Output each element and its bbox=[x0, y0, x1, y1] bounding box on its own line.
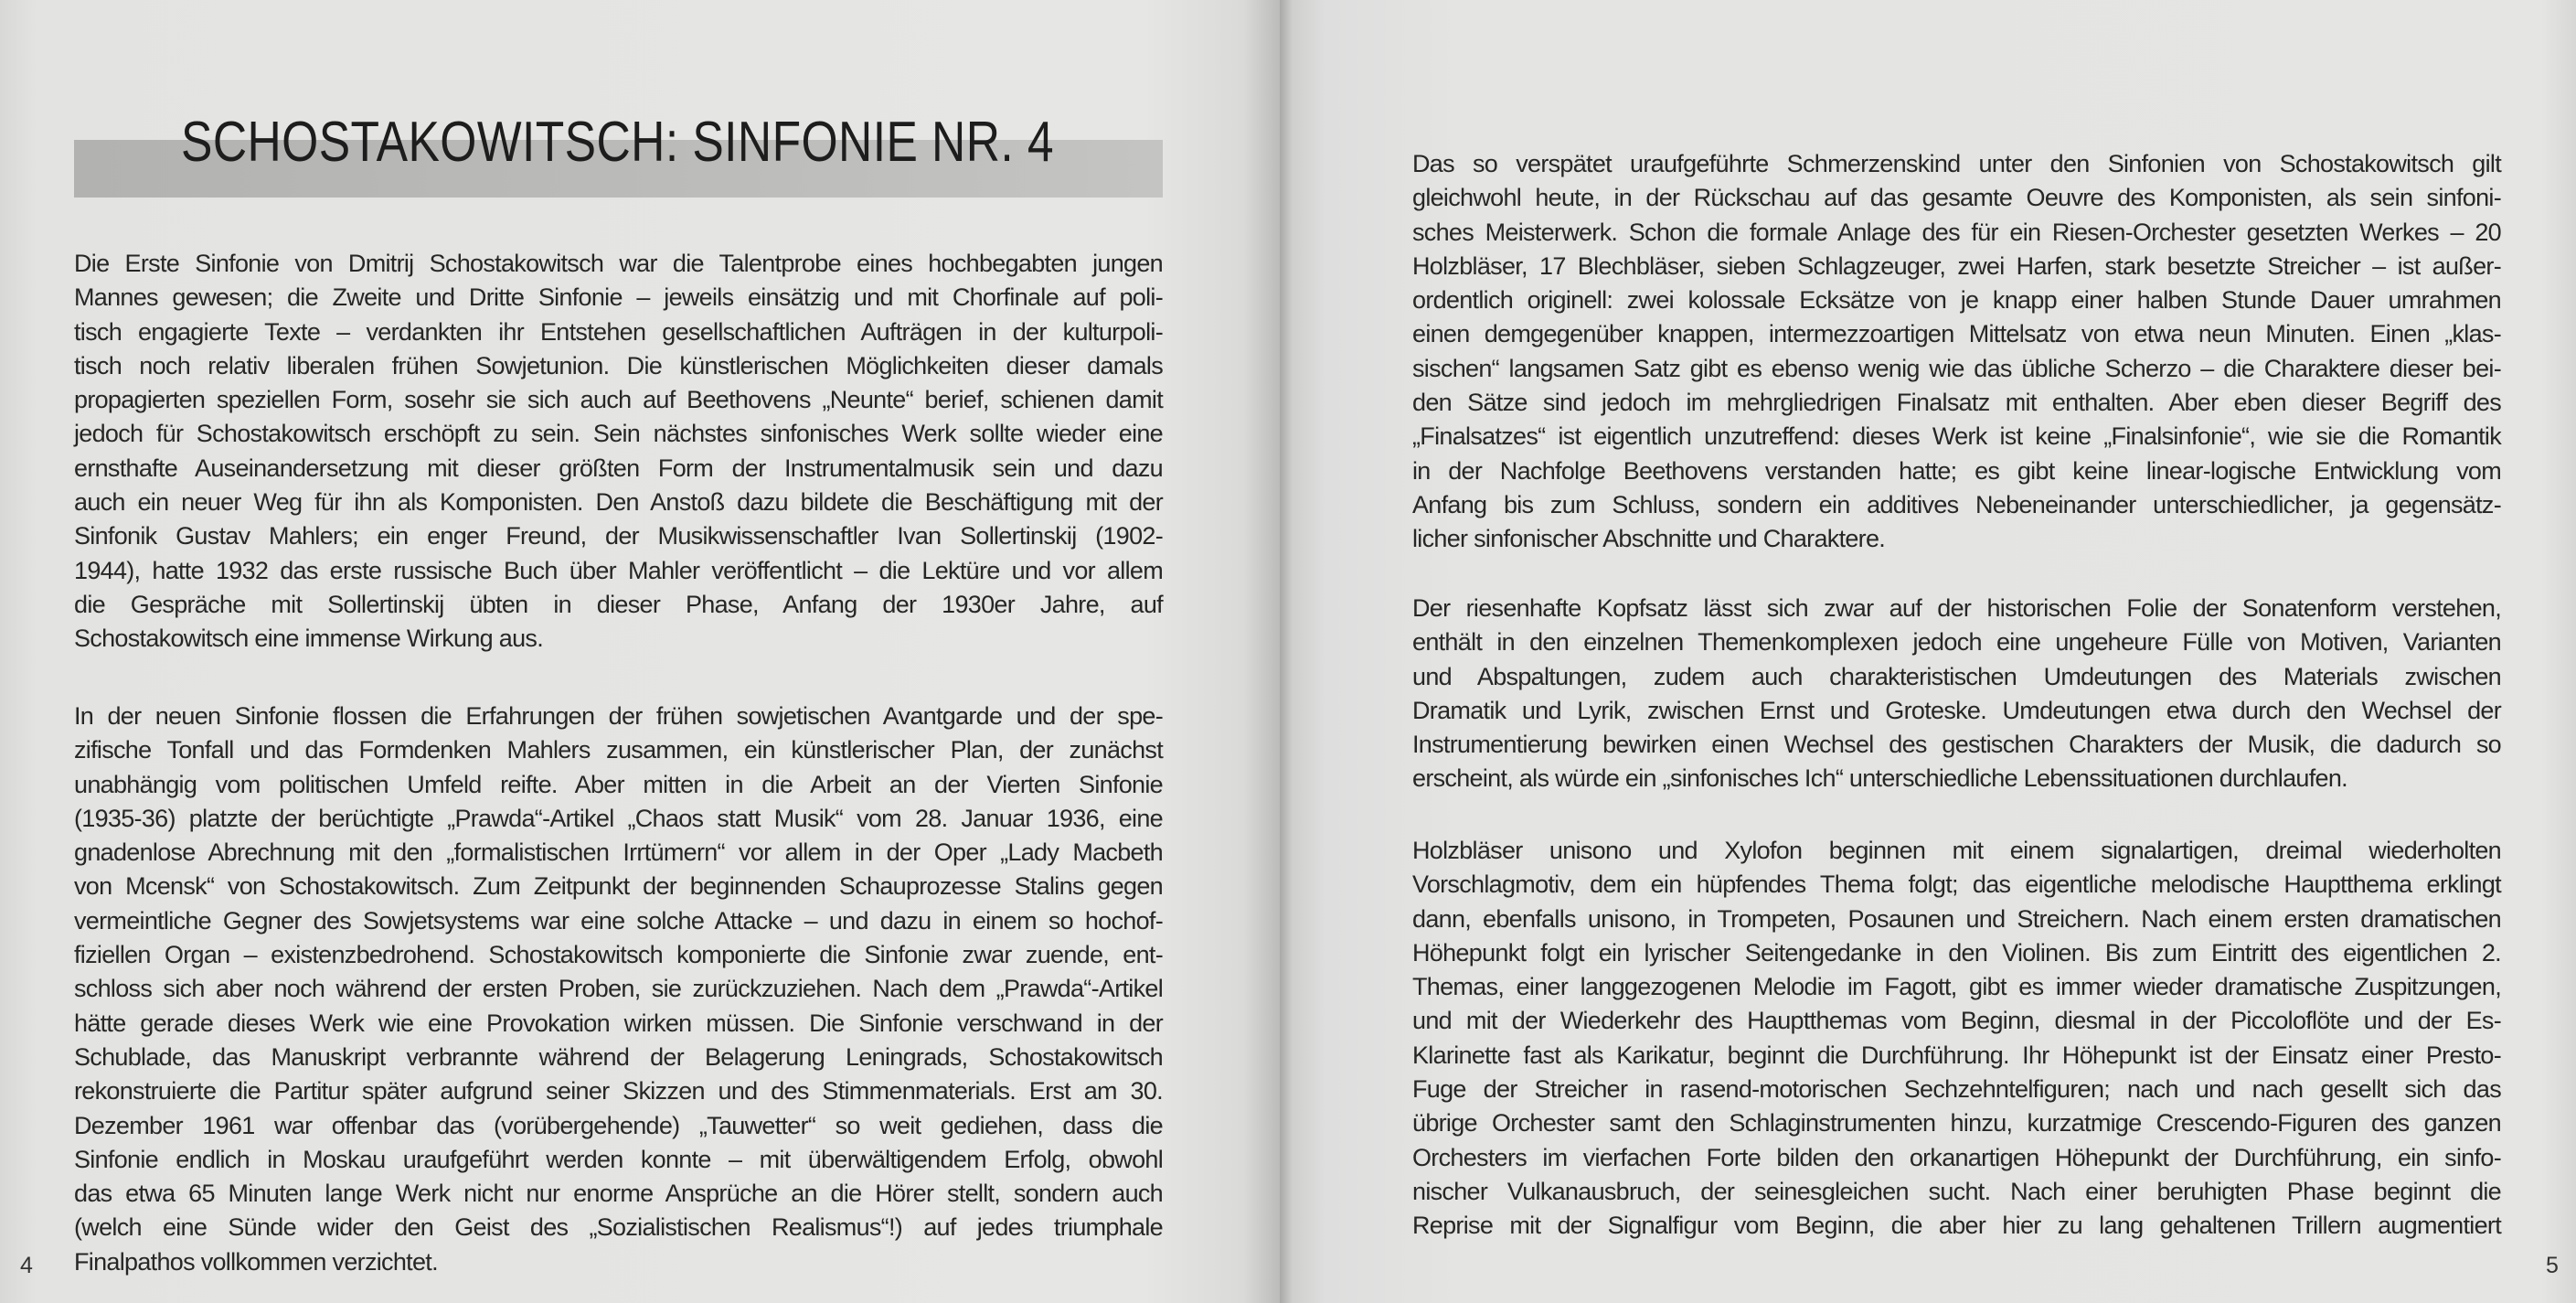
text-line bbox=[1412, 902, 2501, 936]
text-line bbox=[74, 1109, 1163, 1143]
text-line-content: dann, ebenfalls unisono, in Trompeten, Posaunen und Streichern. Nach einem ersten dramatischen bbox=[1412, 904, 2501, 933]
text-line-content: auch ein neuer Weg für ihn als Komponisten. Den Anstoß dazu bildete die Beschäftigung mit der bbox=[74, 488, 1163, 517]
text-line-content: und mit der Wiederkehr des Hauptthemas vom Beginn, diesmal in der Piccoloflöte und der Es- bbox=[1412, 1007, 2501, 1035]
text-line bbox=[74, 870, 1163, 903]
text-line-content: fiziellen Organ – existenzbedrohend. Schostakowitsch komponierte die Sinfonie zwar zuende, ent- bbox=[74, 941, 1163, 969]
text-line bbox=[74, 1211, 1163, 1244]
left-page bbox=[0, 0, 1280, 1303]
text-line-content: von Mcensk“ von Schostakowitsch. Zum Zeitpunkt der beginnenden Schauprozesse Stalins gegen bbox=[74, 872, 1163, 901]
text-line bbox=[74, 904, 1163, 938]
text-line-content: Dezember 1961 war offenbar das (vorübergehende) „Tauwetter“ so weit gediehen, dass die bbox=[74, 1111, 1163, 1139]
paragraph bbox=[1412, 592, 2501, 796]
text-line-content: In der neuen Sinfonie flossen die Erfahrungen der frühen sowjetischen Avantgarde und der spe- bbox=[74, 702, 1163, 730]
text-line bbox=[74, 349, 1163, 383]
text-line-content: propagierten speziellen Form, sosehr sie sich auch auf Beethovens „Neunte“ berief, schienen damit bbox=[74, 386, 1163, 414]
text-line bbox=[1412, 283, 2501, 317]
text-line-content: Schublade, das Manuskript verbrannte während der Belagerung Leningrads, Schostakowitsch bbox=[74, 1042, 1163, 1071]
text-line-content: Holzbläser, 17 Blechbläser, sieben Schlagzeuger, zwei Harfen, stark besetzte Streicher – ist außer- bbox=[1412, 251, 2501, 280]
paragraph bbox=[74, 247, 1163, 657]
text-line bbox=[1412, 420, 2501, 454]
text-line bbox=[1412, 1106, 2501, 1140]
text-line bbox=[1412, 147, 2501, 181]
text-line-content: Sinfonie endlich in Moskau uraufgeführt werden konnte – mit überwältigendem Erfolg, obwohl bbox=[74, 1145, 1163, 1173]
text-line bbox=[1412, 1073, 2501, 1106]
text-line-content: Dramatik und Lyrik, zwischen Ernst und Groteske. Umdeutungen etwa durch den Wechsel der bbox=[1412, 696, 2501, 724]
text-line bbox=[1412, 1209, 2501, 1243]
text-line-content: Reprise mit der Signalfigur vom Beginn, die aber hier zu lang gehaltenen Trillern augmentiert bbox=[1412, 1212, 2501, 1240]
text-line bbox=[1412, 868, 2501, 902]
text-line-content: schloss sich aber noch während der ersten Proben, sie zurückzuziehen. Nach dem „Prawda“-Artikel bbox=[74, 975, 1163, 1003]
text-line bbox=[1412, 936, 2501, 970]
text-line-content: übrige Orchester samt den Schlaginstrumenten hinzu, kurzatmige Crescendo-Figuren des ganzen bbox=[1412, 1109, 2501, 1137]
text-line-content: Orchesters im vierfachen Forte bilden den orkanartigen Höhepunkt der Durchführung, ein sinfo- bbox=[1412, 1143, 2501, 1171]
text-line bbox=[1412, 317, 2501, 351]
text-line-content: „Finalsatzes“ ist eigentlich unzutreffend: dieses Werk ist keine „Finalsinfonie“, wie sie die Romantik bbox=[1412, 422, 2501, 451]
text-line-content: Das so verspätet uraufgeführte Schmerzenskind unter den Sinfonien von Schostakowitsch gilt bbox=[1412, 150, 2501, 177]
text-line-content: Klarinette fast als Karikatur, beginnt die Durchführung. Ihr Höhepunkt ist der Einsatz einer Presto- bbox=[1412, 1041, 2501, 1069]
text-line bbox=[1412, 660, 2501, 694]
text-line-content: die Gespräche mit Sollertinskij übten in dieser Phase, Anfang der 1930er Jahre, auf bbox=[74, 590, 1163, 618]
text-line-content: ernsthafte Auseinandersetzung mit dieser größten Form der Instrumentalmusik sein und dazu bbox=[74, 454, 1163, 482]
text-line bbox=[74, 700, 1163, 733]
text-line bbox=[1412, 522, 2501, 556]
text-line bbox=[1412, 728, 2501, 762]
text-line bbox=[1412, 834, 2501, 868]
text-line bbox=[74, 383, 1163, 417]
text-line bbox=[74, 1007, 1163, 1041]
text-line-content: Schostakowitsch eine immense Wirkung aus. bbox=[74, 625, 544, 653]
text-line-content: Vorschlagmotiv, dem ein hüpfendes Thema folgt; das eigentliche melodische Hauptthema erklingt bbox=[1412, 870, 2501, 899]
text-line bbox=[74, 938, 1163, 972]
text-line-content: unabhängig vom politischen Umfeld reifte. Aber mitten in die Arbeit an der Vierten Sinfonie bbox=[74, 770, 1163, 798]
text-line bbox=[1412, 454, 2501, 488]
page-number: 5 bbox=[2546, 1253, 2559, 1278]
text-line bbox=[74, 554, 1163, 588]
text-line-content: tisch engagierte Texte – verdankten ihr Entstehen gesellschaftlichen Aufträgen in der kulturpoli- bbox=[74, 317, 1163, 346]
text-line-content: licher sinfonischer Abschnitte und Charaktere. bbox=[1412, 525, 1886, 553]
text-line bbox=[74, 1177, 1163, 1211]
text-line-content: Mannes gewesen; die Zweite und Dritte Sinfonie – jeweils einsätzig und mit Chorfinale auf poli- bbox=[74, 283, 1163, 312]
text-line-content: den Sätze sind jedoch im mehrgliedrigen Finalsatz mit enthalten. Aber eben dieser Begriff des bbox=[1412, 389, 2501, 417]
text-line bbox=[1412, 1039, 2501, 1073]
text-line-content: einen demgegenüber knappen, intermezzoartigen Mittelsatz von etwa neun Minuten. Einen „klas- bbox=[1412, 320, 2501, 348]
page-number: 4 bbox=[20, 1253, 33, 1278]
text-line bbox=[1412, 1175, 2501, 1209]
text-line bbox=[74, 836, 1163, 870]
text-line-content: gleichwohl heute, in der Rückschau auf das gesamte Oeuvre des Komponisten, als sein sinfoni- bbox=[1412, 184, 2501, 212]
text-line-content: Sinfonik Gustav Mahlers; ein enger Freund, der Musikwissenschaftler Ivan Sollertinskij (1902- bbox=[74, 522, 1163, 550]
page-title bbox=[181, 108, 1230, 177]
text-line bbox=[74, 972, 1163, 1006]
text-line-content: (1935-36) platzte der berüchtigte „Prawda“-Artikel „Chaos statt Musik“ vom 28. Januar 1936, eine bbox=[74, 804, 1163, 832]
text-line-content: Finalpathos vollkommen verzichtet. bbox=[74, 1247, 438, 1276]
text-line bbox=[1412, 970, 2501, 1004]
text-line-content: nischer Vulkanausbruch, der seinesgleichen sucht. Nach einer beruhigten Phase beginnt die bbox=[1412, 1177, 2501, 1205]
text-line bbox=[74, 733, 1163, 767]
text-line bbox=[1412, 216, 2501, 250]
paragraph bbox=[74, 700, 1163, 1279]
text-line-content: Instrumentierung bewirken einen Wechsel des gestischen Charakters der Musik, die dadurch so bbox=[1412, 731, 2501, 759]
text-line-content: Themas, einer langgezogenen Melodie im Fagott, gibt es immer wieder dramatische Zuspitzungen, bbox=[1412, 973, 2501, 1001]
text-line-content: Fuge der Streicher in rasend-motorischen Sechzehntelfiguren; nach und nach gesellt sich das bbox=[1412, 1075, 2501, 1104]
text-line-content: Holzbläser unisono und Xylofon beginnen mit einem signalartigen, dreimal wiederholten bbox=[1412, 837, 2501, 864]
text-line bbox=[74, 1143, 1163, 1177]
text-line bbox=[74, 452, 1163, 486]
text-line-content: jedoch für Schostakowitsch erschöpft zu sein. Sein nächstes sinfonisches Werk sollte wieder eine bbox=[74, 420, 1163, 448]
text-line bbox=[74, 768, 1163, 802]
text-line-content: und Abspaltungen, zudem auch charakteristischen Umdeutungen des Materials zwischen bbox=[1412, 662, 2501, 690]
text-line bbox=[1412, 181, 2501, 215]
text-line-content: in der Nachfolge Beethovens verstanden hatte; es gibt keine linear-logische Entwicklung vom bbox=[1412, 456, 2501, 485]
text-line bbox=[74, 1245, 1163, 1279]
text-line bbox=[74, 622, 1163, 656]
text-line bbox=[1412, 1004, 2501, 1038]
text-line bbox=[1412, 386, 2501, 420]
paragraph bbox=[1412, 834, 2501, 1244]
text-line bbox=[74, 281, 1163, 315]
text-line-content: das etwa 65 Minuten lange Werk nicht nur enorme Ansprüche an die Hörer stellt, sondern auch bbox=[74, 1180, 1163, 1208]
text-line-content: vermeintliche Gegner des Sowjetsystems war eine solche Attacke – und dazu in einem so hochof- bbox=[74, 906, 1163, 935]
text-line bbox=[74, 519, 1163, 553]
text-line-content: tisch noch relativ liberalen frühen Sowjetunion. Die künstlerischen Möglichkeiten dieser damals bbox=[74, 351, 1163, 379]
text-line-content: zifische Tonfall und das Formdenken Mahlers zusammen, ein künstlerischer Plan, der zunächst bbox=[74, 736, 1163, 764]
text-line-content: gnadenlose Abrechnung mit den „formalistischen Irrtümern“ vor allem in der Oper „Lady Macbeth bbox=[74, 838, 1163, 867]
text-line-content: sches Meisterwerk. Schon die formale Anlage des für ein Riesen-Orchester gesetzten Werkes – 20 bbox=[1412, 218, 2501, 246]
text-line-content: ordentlich originell: zwei kolossale Ecksätze von je knapp einer halben Stunde Dauer umrahmen bbox=[1412, 286, 2501, 315]
text-line bbox=[74, 247, 1163, 281]
text-line bbox=[74, 802, 1163, 836]
text-line-content: Die Erste Sinfonie von Dmitrij Schostakowitsch war die Talentprobe eines hochbegabten jungen bbox=[74, 250, 1163, 277]
text-line bbox=[74, 588, 1163, 622]
text-line-content: Anfang bis zum Schluss, sondern ein additives Nebeneinander unterschiedlicher, ja gegensätz- bbox=[1412, 490, 2501, 518]
text-line bbox=[74, 1074, 1163, 1108]
page-title-text: SCHOSTAKOWITSCH: SINFONIE NR. 4 bbox=[181, 111, 1054, 174]
right-page bbox=[1280, 0, 2576, 1303]
text-line bbox=[74, 315, 1163, 349]
text-line bbox=[1412, 250, 2501, 283]
text-line bbox=[1412, 592, 2501, 625]
paragraph bbox=[1412, 147, 2501, 557]
text-line bbox=[1412, 488, 2501, 522]
text-line bbox=[74, 1041, 1163, 1074]
text-line-content: 1944), hatte 1932 das erste russische Buch über Mahler veröffentlicht – die Lektüre und vor allem bbox=[74, 556, 1163, 584]
text-line-content: sischen“ langsamen Satz gibt es ebenso wenig wie das übliche Scherzo – die Charaktere dieser bei- bbox=[1412, 354, 2501, 382]
text-line bbox=[1412, 352, 2501, 386]
text-line-content: hätte gerade dieses Werk wie eine Provokation wirken müssen. Die Sinfonie verschwand in der bbox=[74, 1009, 1163, 1037]
text-line bbox=[1412, 625, 2501, 659]
text-line-content: Der riesenhafte Kopfsatz lässt sich zwar auf der historischen Folie der Sonatenform verstehen, bbox=[1412, 594, 2501, 622]
text-line bbox=[1412, 694, 2501, 728]
text-line-content: erscheint, als würde ein „sinfonisches Ich“ unterschiedliche Lebenssituationen durchlaufen. bbox=[1412, 764, 2347, 793]
text-line-content: enthält in den einzelnen Themenkomplexen jedoch eine ungeheure Fülle von Motiven, Varianten bbox=[1412, 628, 2501, 657]
text-line bbox=[1412, 1141, 2501, 1175]
text-line bbox=[1412, 762, 2501, 796]
text-line-content: Höhepunkt folgt ein lyrischer Seitengedanke in den Violinen. Bis zum Eintritt des eigentlichen 2. bbox=[1412, 938, 2501, 967]
text-line bbox=[74, 486, 1163, 519]
text-line bbox=[74, 417, 1163, 451]
text-line-content: rekonstruierte die Partitur später aufgrund seiner Skizzen und des Stimmenmaterials. Erst am 30. bbox=[74, 1077, 1163, 1105]
text-line-content: (welch eine Sünde wider den Geist des „Sozialistischen Realismus“!) auf jedes triumphale bbox=[74, 1213, 1163, 1242]
